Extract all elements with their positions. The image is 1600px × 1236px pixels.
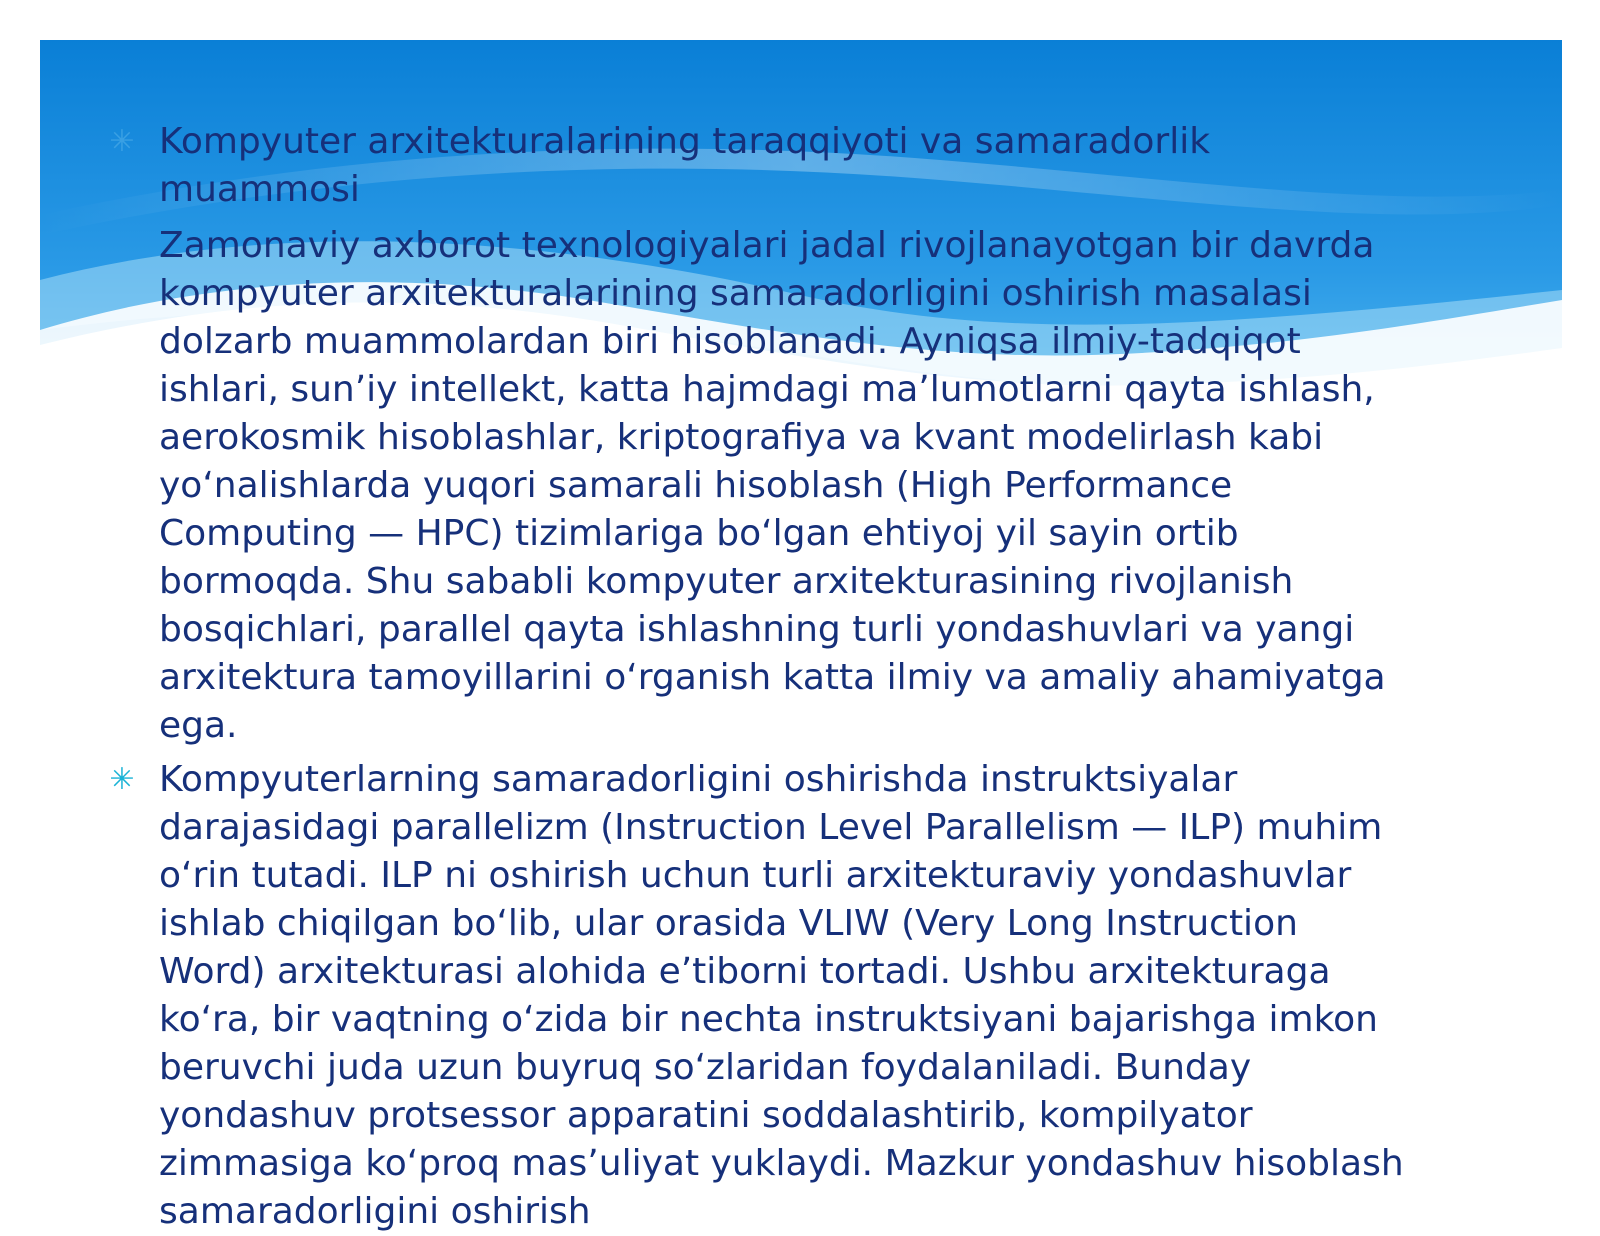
asterisk-icon: ✳ [109, 124, 135, 159]
item-body: Kompyuterlarning samaradorligini oshirishda instruktsiyalar darajasidagi parallelizm (Instruction Level Parallelism — ILP) muhim o‘rin tutadi. ILP ni oshirish uchun turli arxitekturaviy yondashuvlar ishlab chiqilgan bo‘lib, ular orasida VLIW (Very Long Instruction Word) arxitekturasi alohida e’tiborni tortadi. Ushbu arxitekturaga ko‘ra, bir vaqtning o‘zida bir nechta instruktsiyani bajarishga imkon beruvchi juda uzun buyruq so‘zlaridan foydalaniladi. Bunday yondashuv protsessor apparatini soddalashtirib, kompilyator zimmasiga ko‘proq mas’uliyat yuklaydi. Mazkur yondashuv hisoblash samaradorligini oshirish [159, 759, 1404, 1232]
asterisk-icon: ✳ [109, 762, 135, 797]
item-body: Zamonaviy axborot texnologiyalari jadal rivojlanayotgan bir davrda kompyuter arxitekturalarining samaradorligini oshirish masalasi dolzarb muammolardan biri hisoblanadi. Ayniqsa ilmiy-tadqiqot ishlari, sun’iy intellekt, katta hajmdagi ma’lumotlarni qayta ishlash, aerokosmik hisoblashlar, kriptografiya va kvant modelirlash kabi yo‘nalishlarda yuqori samarali hisoblash (High Performance Computing — HPC) tizimlariga bo‘lgan ehtiyoj yil sayin ortib bormoqda. Shu sababli kompyuter arxitekturasining rivojlanish bosqichlari, parallel qayta ishlashning turli yondashuvlari va yangi arxitektura tamoyillarini o‘rganish katta ilmiy va amaliy ahamiyatga ega. [159, 225, 1386, 746]
bullet-item-1 [107, 118, 1407, 750]
item-heading: Kompyuter arxitekturalarining taraqqiyoti va samaradorlik muammosi [159, 121, 1211, 210]
slide-content [107, 118, 1407, 1236]
bullet-item-2 [107, 756, 1407, 1236]
